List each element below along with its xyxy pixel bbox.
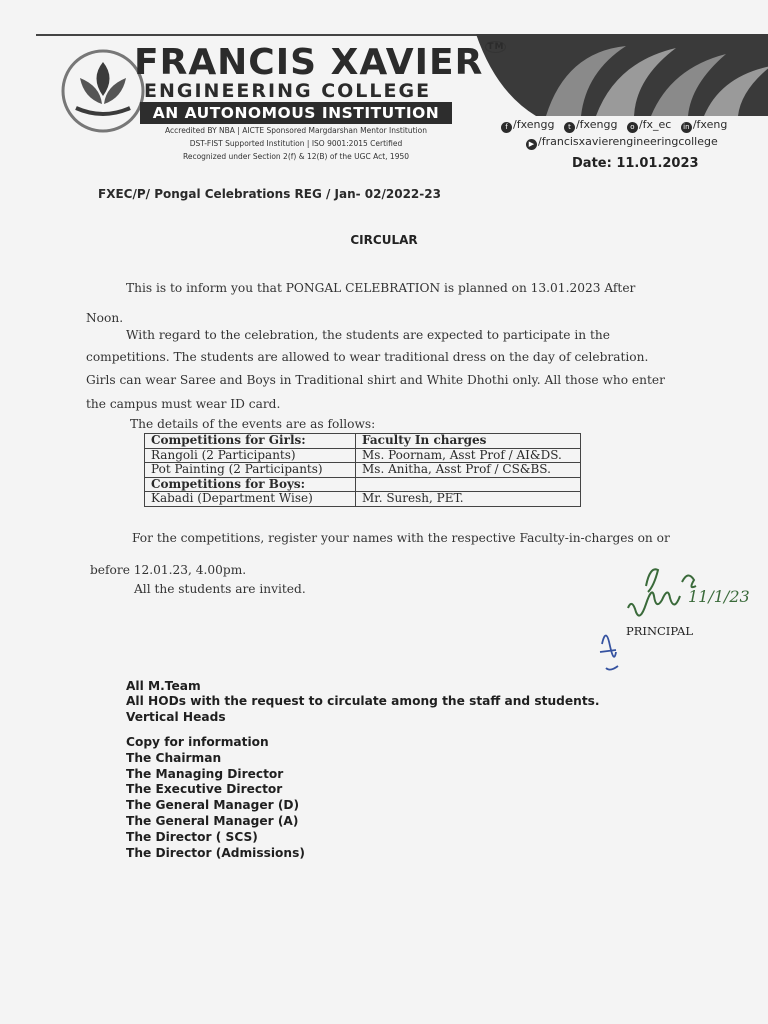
social-handle: /fxeng [692,118,728,131]
social-handle: /fxengg [513,118,555,131]
linkedin-icon: in [681,122,692,133]
social-handle: /fxengg [575,118,618,131]
social-item-instagram [627,118,671,131]
circular-title: CIRCULAR [350,233,418,247]
table-row [145,463,581,478]
table-row [145,492,581,507]
twitter-icon: t [564,122,575,133]
paragraph-line: competitions. The students are allowed to wear traditional dress on the day of celebration. [86,350,649,364]
table-cell: Kabadi (Department Wise) [145,492,356,507]
table-cell [356,477,581,492]
distribution-line: Vertical Heads [126,710,226,724]
reference-number: FXEC/P/ Pongal Celebrations REG / Jan- 02/2022-23 [98,187,441,201]
paragraph-line: the campus must wear ID card. [86,397,281,411]
circular-date: Date: 11.01.2023 [572,156,699,171]
paragraph-line: With regard to the celebration, the students are expected to participate in the [126,328,610,342]
table-cell: Ms. Anitha, Asst Prof / CS&BS. [356,463,581,478]
copy-recipient: The Director (Admissions) [126,846,305,860]
accreditation-line: DST-FIST Supported Institution | ISO 9001:2015 Certified [189,139,403,148]
signature-date: 11/1/23 [688,587,750,606]
table-cell: Rangoli (2 Participants) [145,448,356,463]
paragraph-line: Noon. [86,311,124,325]
table-row [145,434,581,449]
decorative-banner [476,32,768,116]
table-row [145,477,581,492]
table-cell: Ms. Poornam, Asst Prof / AI&DS. [356,448,581,463]
table-cell: Faculty In charges [356,434,581,449]
table-cell: Mr. Suresh, PET. [356,492,581,507]
distribution-line: All HODs with the request to circulate among the staff and students. [126,694,600,708]
accreditation-line: Recognized under Section 2(f) & 12(B) of the UGC Act, 1950 [182,152,410,161]
trademark-badge: TM [487,42,505,52]
table-cell: Competitions for Boys: [145,477,356,492]
letterhead [36,22,768,182]
facebook-icon: f [501,122,512,133]
paragraph-line: before 12.01.23, 4.00pm. [90,563,247,577]
copy-recipient: The Director ( SCS) [126,830,258,844]
youtube-icon: ▶ [526,139,537,150]
copy-heading: Copy for information [126,735,269,749]
website-link [526,135,718,150]
paragraph-line: All the students are invited. [134,582,306,596]
copy-recipient: The General Manager (A) [126,814,299,828]
instagram-icon: o [627,122,638,133]
autonomous-banner: AN AUTONOMOUS INSTITUTION [140,102,452,124]
college-subtitle: ENGINEERING COLLEGE [144,80,432,102]
paragraph-line: For the competitions, register your names with the respective Faculty-in-charges on or [132,531,670,545]
social-item-twitter [564,118,617,131]
principal-title: PRINCIPAL [626,624,693,638]
social-handle: /fx_ec [638,118,672,131]
accreditation-line: Accredited BY NBA | AICTE Sponsored Margdarshan Mentor Institution [165,126,427,135]
copy-recipient: The Chairman [126,751,222,765]
paragraph-line: Girls can wear Saree and Boys in Traditional shirt and White Dhothi only. All those who enter [86,373,665,387]
college-name: FRANCIS XAVIER ™ [134,42,505,83]
table-row [145,448,581,463]
events-table [144,433,581,507]
copy-recipient: The Executive Director [126,782,283,796]
social-item-facebook [501,118,554,131]
copy-recipient: The Managing Director [126,767,284,781]
table-cell: Competitions for Girls: [145,434,356,449]
copy-recipient: The General Manager (D) [126,798,300,812]
table-cell: Pot Painting (2 Participants) [145,463,356,478]
website-text: /francisxavierengineeringcollege [538,135,718,148]
social-links [501,118,733,133]
paragraph-line: The details of the events are as follows: [130,417,376,431]
paragraph-line: This is to inform you that PONGAL CELEBRATION is planned on 13.01.2023 After [126,281,636,295]
distribution-line: All M.Team [126,679,201,693]
social-item-linkedin [681,118,727,131]
principal-signature [596,556,766,686]
